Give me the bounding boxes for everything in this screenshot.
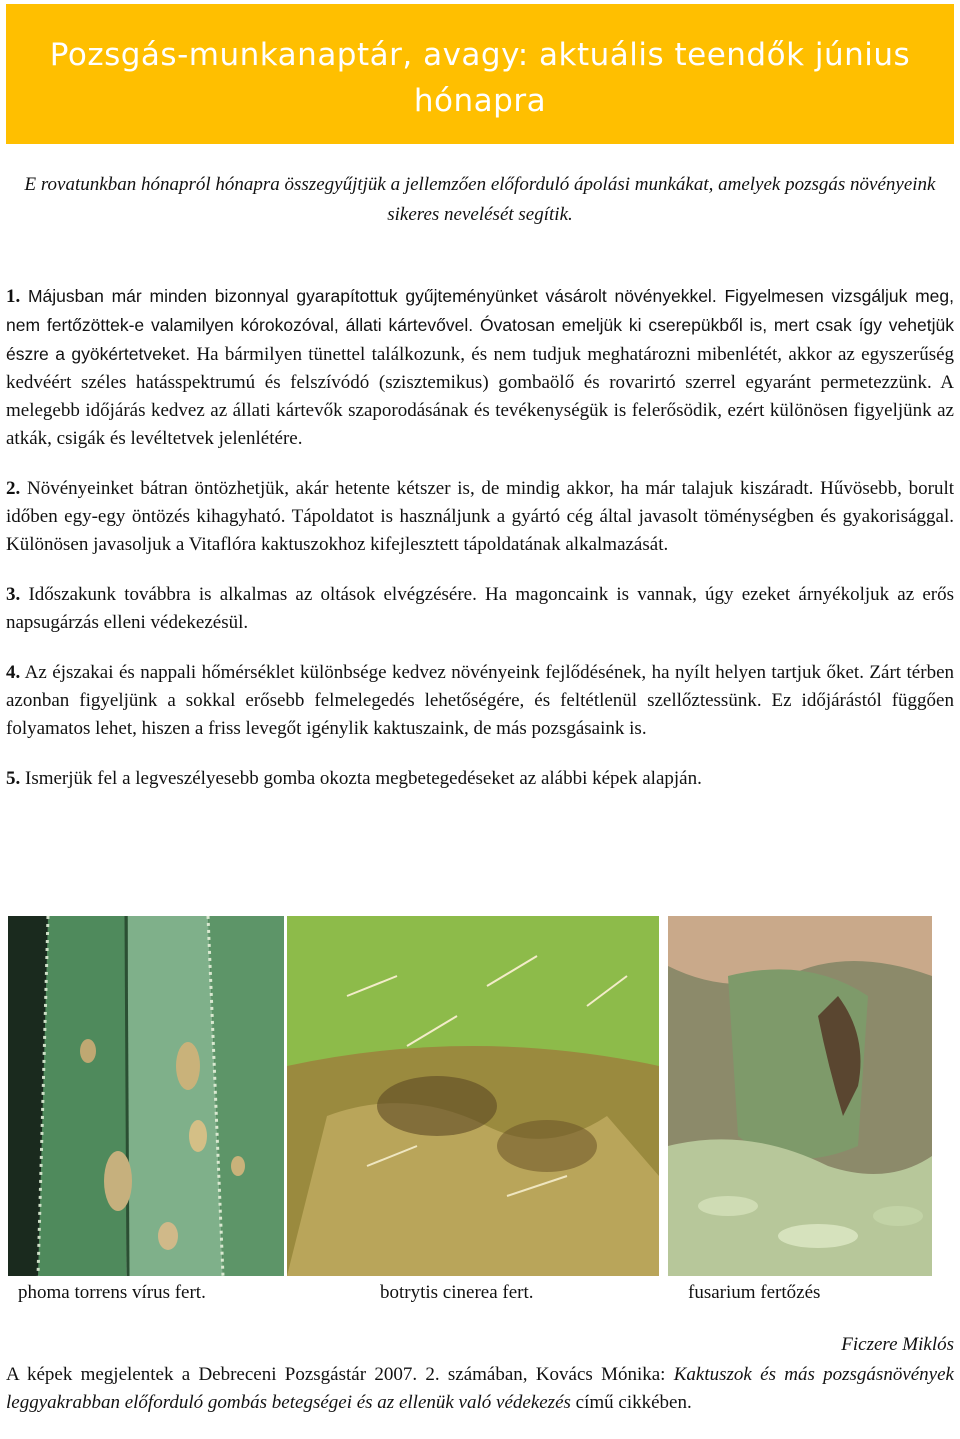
item-number: 3. [6,584,21,605]
source-prefix: A képek megjelentek a Debreceni Pozsgástár 2007. 2. számában, Kovács Mónika: [6,1364,674,1385]
photo-fusarium [668,916,932,1276]
caption-phoma: phoma torrens vírus fert. [18,1282,206,1303]
item-4 [6,659,954,743]
source-article-title: Kaktuszok és más pozsgásnövények leggyakrabban előforduló gombás betegségei és az ellenük való védekezés [6,1364,954,1413]
article-body [6,282,954,815]
caption-botrytis: botrytis cinerea fert. [380,1282,534,1303]
item-text: Ha bármilyen tünettel találkozunk, és nem tudjuk meghatározni mibenlétét, akkor az egyszerűség kedvéért széles hatásspektrumú és felszívódó (szisztemikus) gombaölő és rovarirtó szerrel egyaránt permetezzünk. A melegebb időjárás kedvez az állati kártevők szaporodásának és tevékenységük is felerősödik, ezért különösen figyeljünk az atkák, csigák és levéltetvek jelenlétére. [6,344,955,449]
item-number: 4. [6,662,21,683]
source-note [6,1361,954,1417]
intro-paragraph: E rovatunkban hónapról hónapra összegyűjtjük a jellemzően előforduló ápolási munkákat, amelyek pozsgás növényeink sikeres nevelését segítik. [24,174,936,225]
item-number: 1. [6,286,21,307]
item-2 [6,475,954,559]
item-text: Ismerjük fel a legveszélyesebb gomba okozta megbetegedéseket az alábbi képek alapján. [25,768,702,789]
item-number: 2. [6,478,21,499]
item-text: Időszakunk továbbra is alkalmas az oltások elvégzésére. Ha magoncaink is vannak, úgy ezeket árnyékoljuk az erős napsugárzás elleni védekezésül. [6,584,955,633]
caption-fusarium: fusarium fertőzés [688,1282,821,1303]
item-3 [6,581,954,637]
author-name: Ficzere Miklós [841,1334,954,1355]
photo-phoma [8,916,284,1276]
item-text: Növényeinket bátran öntözhetjük, akár hetente kétszer is, de mindig akkor, ha már talajuk kiszáradt. Hűvösebb, borult időben egy-egy öntözés kihagyható. Tápoldatot is használjunk a gyártó cég által javasolt töménységben és gyakorisággal. Különösen javasoljuk a Vitaflóra kaktuszokhoz kifejlesztett tápoldatának alkalmazását. [6,478,955,555]
item-1 [6,282,954,453]
source-suffix: című cikkében. [570,1392,692,1413]
title-banner [6,4,954,144]
item-number: 5. [6,768,21,789]
item-5 [6,765,954,793]
item-text: Az éjszakai és nappali hőmérséklet különbsége kedvez növényeink fejlődésének, ha nyílt helyen tartjuk őket. Zárt térben azonban figyeljünk a sokkal erősebb felmelegedés lehetőségére, és feltétlenül szellőztessünk. Ez időjárástól függően folyamatos lehet, hiszen a friss levegőt igénylik kaktuszaink, de más pozsgásaink is. [6,662,954,739]
item-text-sans: Májusban már minden bizonnyal gyarapítottuk gyűjteményünket vásárolt növényekkel. Figyelmesen vizsgáljuk meg, nem fertőzöttek-e valamilyen kórokozóval, állati kártevővel. Óvatosan emeljük ki cserepükből is, mert csak így vehetjük észre a gyökértetveket. [6,286,955,364]
photo-botrytis [287,916,659,1276]
page-title: Pozsgás-munkanaptár, avagy: aktuális teendők június hónapra [49,37,911,119]
